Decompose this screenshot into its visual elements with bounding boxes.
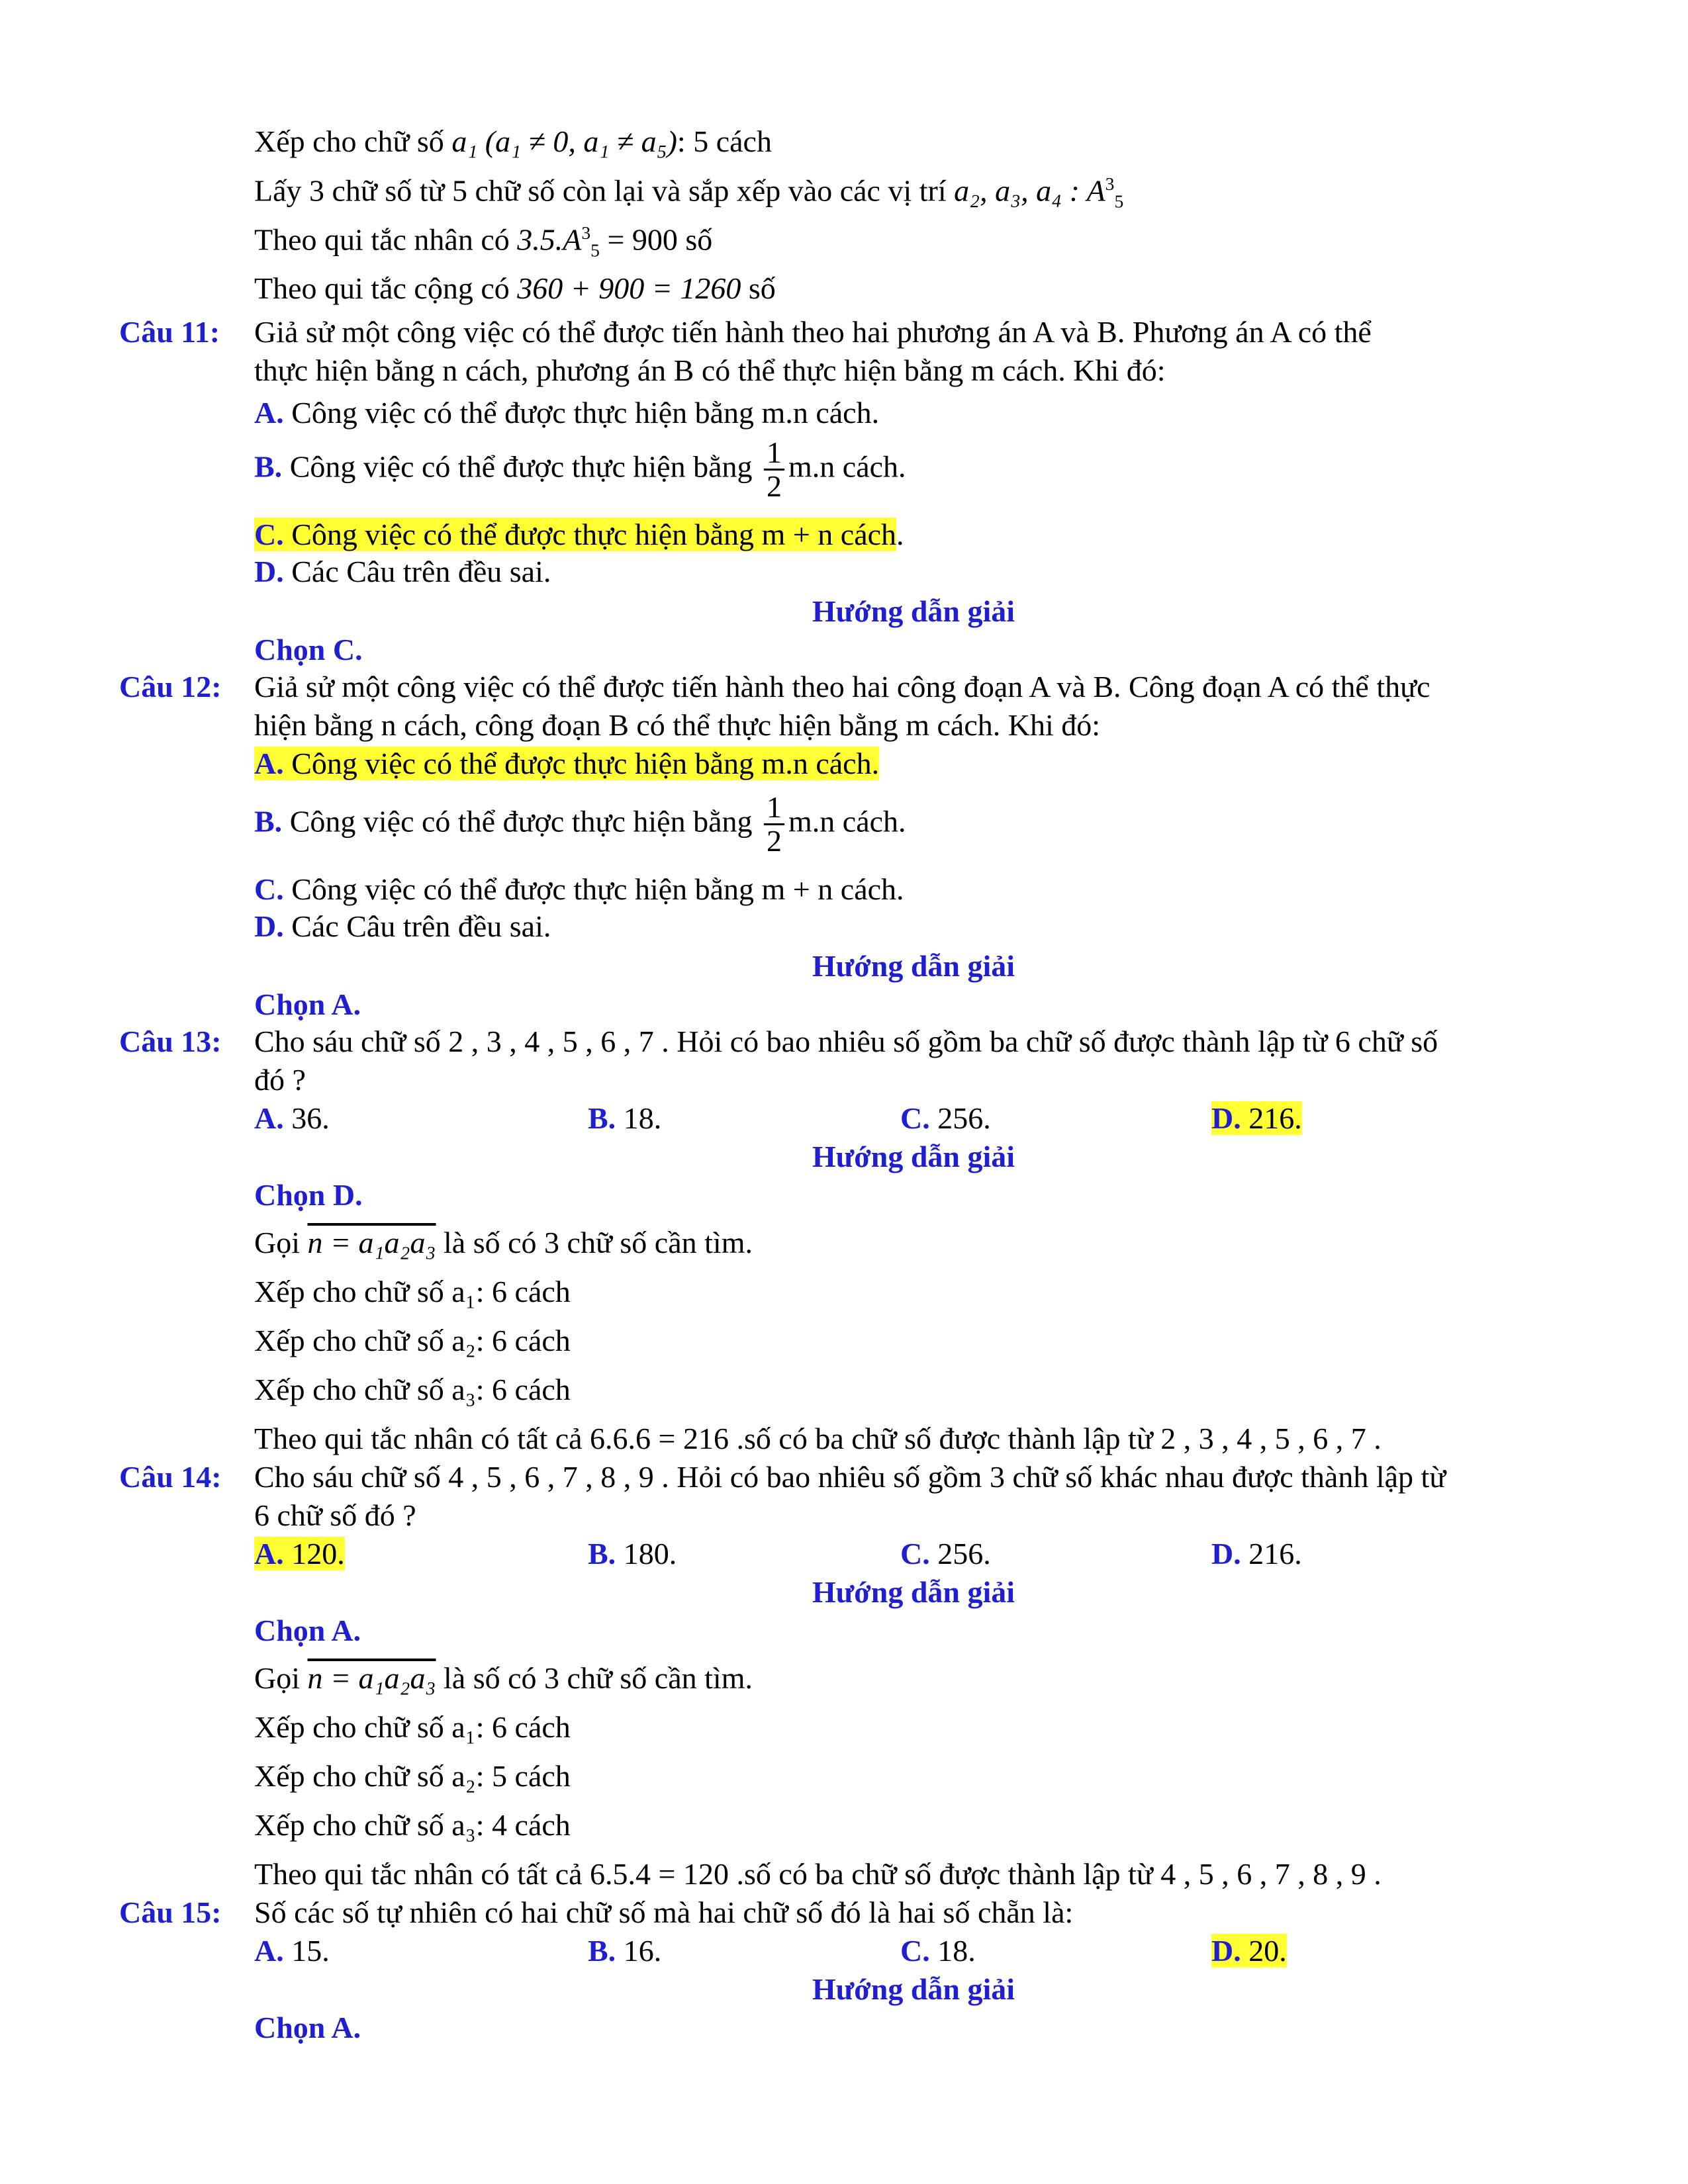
- option-key: B.: [588, 1934, 616, 1968]
- answer-choice: Chọn A.: [254, 1614, 361, 1647]
- fraction-denominator: 2: [767, 469, 782, 504]
- intro-text: Xếp cho chữ số: [254, 124, 452, 158]
- solution-heading: Hướng dẫn giải: [812, 1972, 1015, 2006]
- option-b: [254, 792, 906, 858]
- intro-line-2: [254, 173, 1123, 212]
- option-b: [588, 1934, 661, 1969]
- intro-math: 360 + 900 = 1260: [517, 271, 741, 305]
- solution-heading: Hướng dẫn giải: [812, 1140, 1015, 1173]
- option-value: 256.: [929, 1537, 991, 1570]
- solution-line: Xếp cho chữ số a₃: 6 cách: [254, 1373, 571, 1406]
- option-key: D.: [254, 909, 284, 943]
- solution-line: Xếp cho chữ số a₃: 4 cách: [254, 1808, 571, 1842]
- option-c: [254, 872, 904, 907]
- option-key: A.: [254, 747, 284, 780]
- fraction: [764, 792, 784, 858]
- option-value: 256.: [929, 1101, 991, 1135]
- solution-line: Theo qui tắc nhân có tất cả 6.5.4 = 120 .số có ba chữ số được thành lập từ 4 , 5 , 6 , 7 , 8 , 9 .: [254, 1857, 1382, 1891]
- subscript: 5: [1114, 191, 1124, 212]
- intro-text: số: [677, 222, 713, 257]
- option-key: B.: [254, 449, 283, 484]
- option-value: 216.: [1241, 1537, 1302, 1570]
- option-key: C.: [254, 518, 284, 551]
- solution-heading: Hướng dẫn giải: [812, 949, 1015, 983]
- option-value: 180.: [616, 1537, 677, 1570]
- solution-line: Xếp cho chữ số a₂: 6 cách: [254, 1324, 571, 1357]
- option-d: [254, 909, 551, 944]
- intro-text: Lấy 3 chữ số từ 5 chữ số còn lại và sắp xếp vào các vị trí: [254, 173, 955, 208]
- option-key: D.: [1211, 1101, 1241, 1135]
- question-label: Câu 12:: [119, 670, 222, 704]
- question-label: Câu 11:: [119, 315, 220, 349]
- option-text: Công việc có thể được thực hiện bằng m.n cách.: [283, 747, 880, 780]
- option-value: 36.: [283, 1101, 330, 1135]
- solution-line: Xếp cho chữ số a₁: 6 cách: [254, 1710, 571, 1744]
- answer-choice: Chọn C.: [254, 633, 363, 666]
- option-value: 16.: [616, 1934, 662, 1968]
- solution-text: Gọi: [254, 1661, 308, 1695]
- answer-choice: Chọn D.: [254, 1178, 363, 1212]
- answer-choice: Chọn A.: [254, 987, 361, 1021]
- option-key: D.: [254, 555, 284, 588]
- question-label: Câu 14:: [119, 1460, 222, 1494]
- fraction: [764, 437, 784, 503]
- fraction-numerator: 1: [764, 437, 784, 471]
- option-b: [254, 437, 906, 503]
- question-stem: đó ?: [254, 1063, 306, 1097]
- option-d: [1211, 1537, 1302, 1572]
- option-text: Các Câu trên đều sai.: [283, 555, 551, 588]
- option-d: [1211, 1934, 1287, 1969]
- option-key: A.: [254, 396, 284, 430]
- intro-text: : 5 cách: [677, 124, 772, 158]
- solution-text: Gọi: [254, 1226, 308, 1259]
- option-key: C.: [254, 872, 284, 906]
- option-key: D.: [1211, 1537, 1241, 1570]
- option-c: [254, 518, 904, 553]
- option-a: [254, 1934, 330, 1969]
- option-c: [900, 1101, 991, 1136]
- intro-text: số: [741, 271, 776, 305]
- option-a: [254, 396, 879, 431]
- solution-line: Theo qui tắc nhân có tất cả 6.6.6 = 216 .số có ba chữ số được thành lập từ 2 , 3 , 4 , 5 , 6 , 7 .: [254, 1422, 1382, 1455]
- option-value: 216.: [1241, 1101, 1302, 1135]
- option-text: Công việc có thể được thực hiện bằng: [282, 804, 761, 839]
- option-b: [588, 1537, 677, 1572]
- intro-text: = 900: [599, 222, 678, 257]
- option-key: B.: [588, 1537, 616, 1570]
- option-key: A.: [254, 1537, 284, 1570]
- intro-math: a₂, a₃, a₄ : A: [954, 173, 1105, 208]
- option-text: .: [896, 518, 904, 551]
- fraction-numerator: 1: [764, 792, 784, 825]
- answer-choice: Chọn A.: [254, 2011, 361, 2044]
- solution-text: là số có 3 chữ số cần tìm.: [436, 1661, 753, 1695]
- question-stem: hiện bằng n cách, công đoạn B có thể thực hiện bằng m cách. Khi đó:: [254, 708, 1101, 742]
- intro-line-3: [254, 222, 712, 261]
- option-b: [588, 1101, 661, 1136]
- superscript: 3: [581, 222, 591, 243]
- option-a: [254, 1537, 345, 1572]
- option-c: [900, 1934, 976, 1969]
- question-label: Câu 15:: [119, 1895, 222, 1929]
- subscript: 5: [590, 240, 600, 261]
- option-text: m.n cách.: [788, 449, 906, 484]
- intro-text: Theo qui tắc cộng có: [254, 271, 518, 305]
- option-key: C.: [900, 1101, 930, 1135]
- solution-line: Xếp cho chữ số a₁: 6 cách: [254, 1275, 571, 1308]
- solution-line: Xếp cho chữ số a₂: 5 cách: [254, 1759, 571, 1793]
- question-stem: thực hiện bằng n cách, phương án B có thể thực hiện bằng m cách. Khi đó:: [254, 353, 1166, 387]
- solution-line: [254, 1226, 753, 1261]
- solution-text: là số có 3 chữ số cần tìm.: [436, 1226, 753, 1259]
- option-value: 18.: [929, 1934, 976, 1968]
- question-stem: Cho sáu chữ số 4 , 5 , 6 , 7 , 8 , 9 . Hỏi có bao nhiêu số gồm 3 chữ số khác nhau được thành lập từ: [254, 1460, 1446, 1494]
- option-c: [900, 1537, 991, 1572]
- option-value: 18.: [616, 1101, 662, 1135]
- option-key: D.: [1211, 1934, 1241, 1968]
- intro-line-1: [254, 124, 772, 159]
- solution-heading: Hướng dẫn giải: [812, 1575, 1015, 1609]
- solution-math: n = a₁a₂a₃: [307, 1226, 436, 1259]
- option-a: [254, 747, 879, 782]
- option-text: Công việc có thể được thực hiện bằng m + n cách: [283, 518, 897, 551]
- option-key: C.: [900, 1537, 930, 1570]
- question-label: Câu 13:: [119, 1024, 222, 1058]
- option-text: Công việc có thể được thực hiện bằng m + n cách.: [283, 872, 904, 906]
- fraction-denominator: 2: [767, 824, 782, 858]
- question-stem: Giả sử một công việc có thể được tiến hành theo hai phương án A và B. Phương án A có thể: [254, 315, 1372, 349]
- option-text: Các Câu trên đều sai.: [283, 909, 551, 943]
- solution-heading: Hướng dẫn giải: [812, 594, 1015, 628]
- intro-math: 3.5.A: [517, 222, 582, 257]
- intro-line-4: [254, 271, 776, 306]
- solution-line: [254, 1661, 753, 1696]
- question-stem: Cho sáu chữ số 2 , 3 , 4 , 5 , 6 , 7 . Hỏi có bao nhiêu số gồm ba chữ số được thành lập từ 6 chữ số: [254, 1024, 1438, 1058]
- option-key: A.: [254, 1101, 284, 1135]
- solution-math: n = a₁a₂a₃: [307, 1661, 436, 1695]
- superscript: 3: [1105, 173, 1115, 194]
- question-stem: Số các số tự nhiên có hai chữ số mà hai chữ số đó là hai số chẵn là:: [254, 1895, 1074, 1929]
- option-text: Công việc có thể được thực hiện bằng: [282, 449, 761, 484]
- option-key: A.: [254, 1934, 284, 1968]
- option-key: B.: [588, 1101, 616, 1135]
- option-value: 120.: [283, 1537, 345, 1570]
- intro-text: Theo qui tắc nhân có: [254, 222, 518, 257]
- option-key: C.: [900, 1934, 930, 1968]
- option-text: Công việc có thể được thực hiện bằng m.n cách.: [283, 396, 880, 430]
- option-value: 20.: [1241, 1934, 1287, 1968]
- question-stem: 6 chữ số đó ?: [254, 1498, 416, 1532]
- option-d: [1211, 1101, 1302, 1136]
- option-text: m.n cách.: [788, 804, 906, 839]
- question-stem: Giả sử một công việc có thể được tiến hành theo hai công đoạn A và B. Công đoạn A có thể thực: [254, 670, 1430, 704]
- option-d: [254, 555, 551, 590]
- intro-math: a₁ (a₁ ≠ 0, a₁ ≠ a₅): [451, 124, 677, 158]
- option-value: 15.: [283, 1934, 330, 1968]
- option-key: B.: [254, 804, 283, 839]
- option-a: [254, 1101, 330, 1136]
